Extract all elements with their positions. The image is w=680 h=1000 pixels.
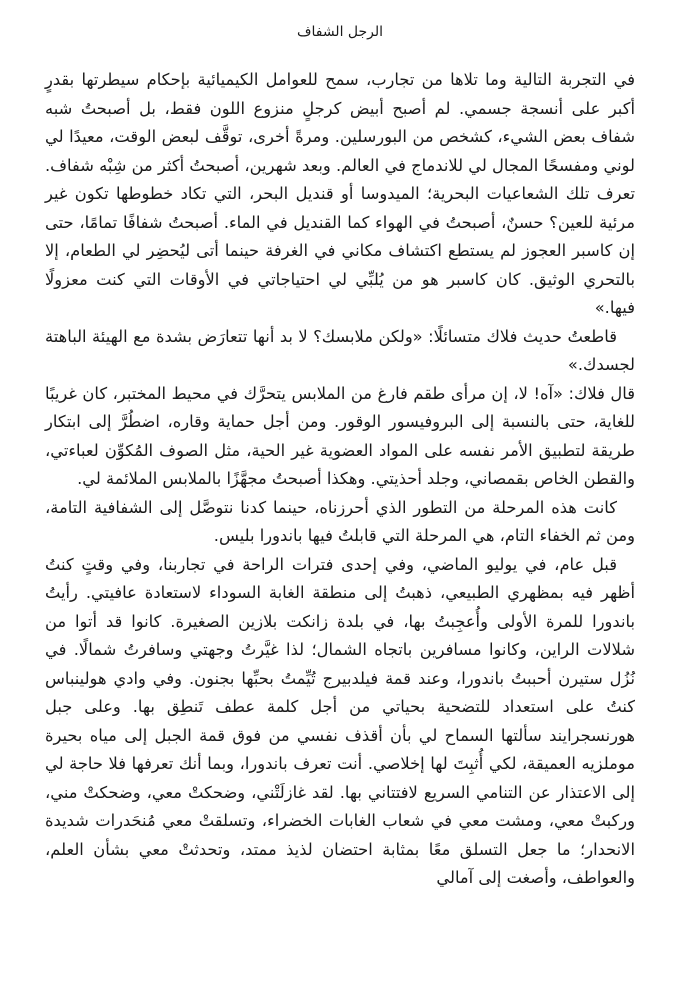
paragraph-question-clothes: قاطعتُ حديث فلاك متسائلًا: «ولكن ملابسك؟ لا بد أنها تتعارَض بشدة مع الهيئة الباهتة لجسدك.» <box>45 326 635 374</box>
paragraph-black-forest-trip: قبل عام، في يوليو الماضي، وفي إحدى فترات الراحة في تجاربنا، وفي وقتٍ كنتُ أظهر فيه بمظهري الطبيعي، ذهبتُ إلى منطقة الغابة السوداء لاستعادة عافيتي. رأيتُ باندورا للمرة الأولى وأُعجِبتُ بها، في بلدة زانكت بلازين الصغيرة. كانوا قد أتوا من شلالات الراين، وكانوا مسافرين باتجاه الشمال؛ لذا غيَّرتُ وجهتي وسافرتُ شمالًا. في نُزُل ستيرن أحببتُ باندورا، وعند قمة فيلدبيرج تُيِّمتُ بحبِّها بجنون. وفي وادي هولينباس كنتُ على استعداد للتضحية بحياتي من أجل كلمة عطف تَنطِق بها. وعلى جبل هورنسجرايند سألتها السماح لي بأن أقذف نفسي من فوق قمة الجبل إلى مياه بحيرة موملزيه العميقة، لكي أُثبِتَ لها إخلاصي. أنت تعرف باندورا، وبما أنك تعرفها فلا حاجة لي إلى الاعتذار عن التنامي السريع لافتتاني بها. لقد غازلَتْني، وضحكتْ معي، وضحكتْ مني، وركبتْ معي، ومشت معي في شعاب الغابات الخضراء، وتسلقتْ معي مُنحَدرات شديدة الانحدار؛ ما جعل التسلق معًا بمثابة احتضان لذيذ ممتد، وتحدثتْ معي بشأن العلم، والعواطف، وأصغت إلى آمالي <box>45 554 635 887</box>
body-text <box>45 66 635 893</box>
paragraph-flack-answer-clothes: قال فلاك: «آه! لا، إن مرأى طقم فارغ من الملابس يتحرَّك في محيط المختبر، كان غريبًا للغاية، حتى بالنسبة إلى البروفيسور الوقور. ومن أجل حماية وقاره، اضطُرَّ إلى ابتكار طريقة لتطبيق الأمر نفسه على المواد العضوية غير الحية، مثل الصوف المُكوِّن لعباءتي، والقطن الخاص بقمصاني، وجلد أحذيتي. وهكذا أصبحتُ مجهَّزًا بالملابس الملائمة لي. <box>45 383 635 488</box>
running-header-title: الرجل الشفاف <box>296 24 384 40</box>
paragraph-met-pandora: كانت هذه المرحلة من التطور الذي أحرزناه، حينما كدنا نتوصَّل إلى الشفافية التامة، ومن ثم الخفاء التام، هي المرحلة التي قابلتُ فيها باندورا بليس. <box>45 497 635 545</box>
paragraph-experiment-transparency: في التجربة التالية وما تلاها من تجارب، سمح للعوامل الكيميائية بإحكام سيطرتها بقدرٍ أكبر على أنسجة جسمي. لم أصبح أبيض كرجلٍ منزوع اللون فقط، بل أصبحتُ شبه شفاف بعض الشيء، كشخص من البورسلين. ومرةً أخرى، توقَّف لبعض الوقت، معيدًا لي لوني ومفسحًا المجال لي للاندماج في العالم. وبعد شهرين، أصبحتُ أكثر من شِبْه شفاف. تعرف تلك الشعاعيات البحرية؛ الميدوسا أو قنديل البحر، التي تكاد خطوطها تكون غير مرئية للعين؟ حسنٌ، أصبحتُ في الهواء كما القنديل في الماء. أصبحتُ شفافًا تمامًا، حتى إن كاسبر العجوز لم يستطع اكتشاف مكاني في الغرفة حينما أتى ليُحضِر لي الطعام، إلا بالتحري الوثيق. كان كاسبر هو من يُلبِّي لي احتياجاتي في الأوقات التي كنت معزولًا فيها.» <box>45 70 635 317</box>
